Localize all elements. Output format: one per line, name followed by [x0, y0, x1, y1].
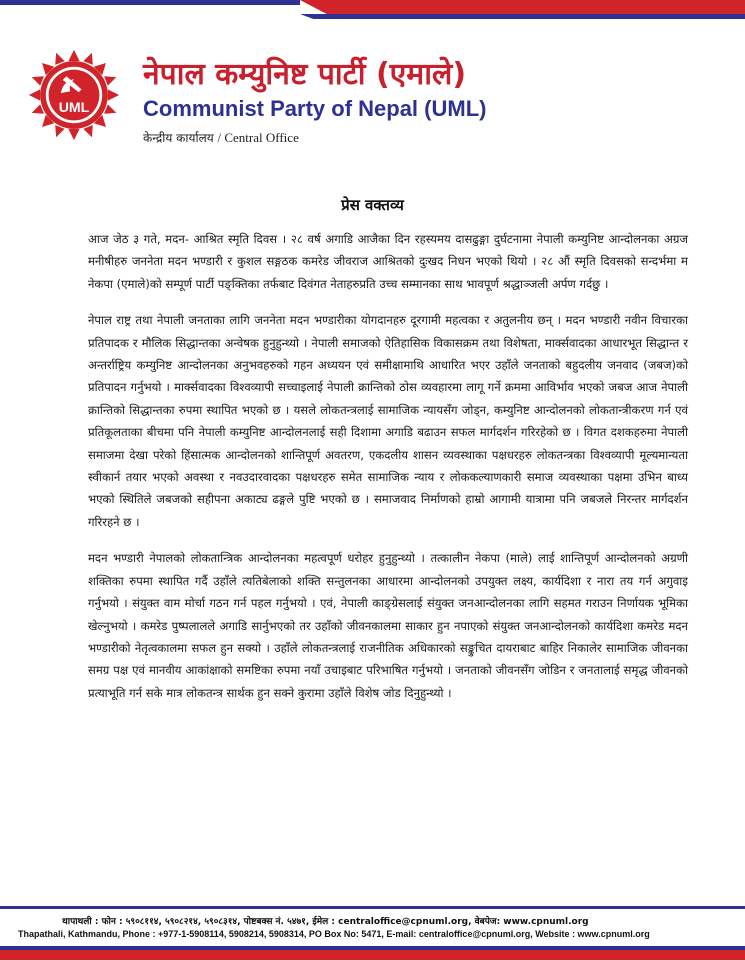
- top-blue-stripe-lower: [300, 14, 745, 19]
- top-decorative-band: [0, 0, 745, 22]
- footer-divider: [0, 906, 745, 909]
- party-title-nepali: नेपाल कम्युनिष्ट पार्टी (एमाले): [143, 57, 467, 92]
- office-label: [143, 129, 299, 146]
- document-heading: प्रेस वक्तव्य: [341, 196, 404, 214]
- paragraph: आज जेठ ३ गते, मदन- आश्रित स्मृति दिवस । २८ वर्ष अगाडि आजैका दिन रहस्यमय दासढुङ्गा दुर्घटनामा नेपाली कम्युनिष्ट आन्दोलनका अग्रज मनीषीहरु जननेता मदन भण्डारी र कुशल सङ्गठक कमरेड जीवराज आश्रितको दुःखद निधन भएको थियो । २८ औं स्मृति दिवसको सन्दर्भमा म नेकपा (एमाले)को सम्पूर्ण पार्टी पङ्क्तिका तर्फबाट दिवंगत नेताहरुप्रति उच्च सम्मानका साथ भावपूर्ण श्रद्धाञ्जली अर्पण गर्दछु ।: [88, 232, 688, 291]
- bottom-red-stripe: [0, 950, 745, 960]
- document-body: [88, 228, 688, 704]
- paragraph: मदन भण्डारी नेपालको लोकतान्त्रिक आन्दोलनका महत्वपूर्ण धरोहर हुनुहुन्थ्यो । तत्कालीन नेकपा (माले) लाई शान्तिपूर्ण आन्दोलनको अग्रणी शक्तिका रुपमा स्थापित गर्दै उहाँले त्यतिबेलाको शक्ति सन्तुलनका आधारमा आन्दोलनको उपयुक्त लक्ष्य, कार्यदिशा र नारा तय गर्न अगुवाइ गर्नुभयो । संयुक्त वाम मोर्चा गठन गर्न पहल गर्नुभयो । एवं, नेपाली काङ्ग्रेसलाई संयुक्त जनआन्दोलनका लागि सहमत गराउन निर्णायक भूमिका खेल्नुभयो । कमरेड पुष्पलालले अगाडि सार्नुभएको तर उहाँको जीवनकालमा साकार हुन नपाएको संयुक्त जनआन्दोलनको कार्यदिशा कमरेड मदन भण्डारीको नेतृत्वकालमा सफल हुन सक्यो । उहाँले लोकतन्त्रलाई राजनीतिक अधिकारको सङ्कुचित दायराबाट बाहिर निकालेर सामाजिक जीवनका समग्र पक्ष एवं मानवीय आकांक्षाको समष्टिका रुपमा नयाँ उचाइबाट परिभाषित गर्नुभयो । जनताको जीवनसँग जोडिन र जनतालाई समृद्ध जीवनको प्रत्याभूति गर्न सके मात्र लोकतन्त्र सार्थक हुन सक्ने कुरामा उहाँले विशेष जोड दिनुहुन्थ्यो ।: [88, 551, 688, 700]
- party-emblem-icon: [27, 48, 121, 142]
- party-title-english: Communist Party of Nepal (UML): [143, 96, 487, 121]
- paragraph: नेपाल राष्ट्र तथा नेपाली जनताका लागि जननेता मदन भण्डारीका योगदानहरु दूरगामी महत्वका र अतुलनीय छन् । मदन भण्डारी नवीन विचारका प्रतिपादक र मौलिक सिद्धान्तका अन्वेषक हुनुहुन्थ्यो । नेपाली समाजको ऐतिहासिक विकासक्रम तथा विशेषता, मार्क्सवादका आधारभूत सिद्धान्त र अन्तर्राष्ट्रिय कम्युनिष्ट आन्दोलनका अनुभवहरुको गहन अध्ययन एवं समीक्षामाथि आधारित भएर उहाँले जनताको बहुदलीय जनवाद (जबज)को प्रतिपादन गर्नुभयो । मार्क्सवादका विश्वव्यापी सच्चाइलाई नेपाली क्रान्तिको ठोस व्यवहारमा लागू गर्ने क्रममा आविर्भाव भएको जबज आज नेपाली क्रान्तिको सिद्धान्तका रुपमा स्थापित भएको छ । यसले लोकतन्त्रलाई सामाजिक न्यायसँग जोड्न, कम्युनिष्ट आन्दोलनको लोकतान्त्रीकरण गर्न एवं प्रतिकूलताका बीचमा पनि नेपाली कम्युनिष्ट आन्दोलनलाई सही दिशामा अगाडि बढाउन सफल मार्गदर्शन गरिरहेको छ । विगत दशकहरुमा नेपाली समाजमा देखा परेको हिंसात्मक आन्दोलनको शान्तिपूर्ण अवतरण, एकदलीय शासन व्यवस्थाका पक्षधरहरु लोकतन्त्रका विश्वव्यापी मूल्यमान्यता स्वीकार्न तयार भएको अवस्था र नवउदारवादका पक्षधरहरु समेत सामाजिक न्याय र लोककल्याणकारी समाज व्यवस्थाका पक्षमा उभिन बाध्य भएको स्थितिले जबजको सहीपना अकाट्य ढङ्गले पुष्टि भएको छ । समाजवाद निर्माणको हाम्रो आगामी यात्रामा पनि जबजले निरन्तर मार्गदर्शन गरिरहने छ ।: [88, 313, 688, 529]
- footer-contact-english: Thapathali, Kathmandu, Phone : +977-1-5908114, 5908214, 5908314, PO Box No: 5471, E-mail: centraloffice@cpnuml.org, Website : www.cpnuml.org: [18, 929, 650, 939]
- office-label-english: / Central Office: [217, 130, 299, 145]
- bottom-decorative-band: [0, 946, 745, 960]
- footer-contact-nepali: थापाथली : फोन : ५९०८११४, ५९०८२१४, ५९०८३१४, पोष्टबक्स नं. ५४७१, ईमेल : centraloffice@cpnuml.org, वेबपेज: www.cpnuml.org: [62, 917, 589, 927]
- emblem-label: UML: [58, 98, 90, 115]
- office-label-nepali: केन्द्रीय कार्यालय: [143, 131, 214, 145]
- top-red-stripe: [300, 0, 745, 14]
- top-blue-stripe: [0, 0, 300, 5]
